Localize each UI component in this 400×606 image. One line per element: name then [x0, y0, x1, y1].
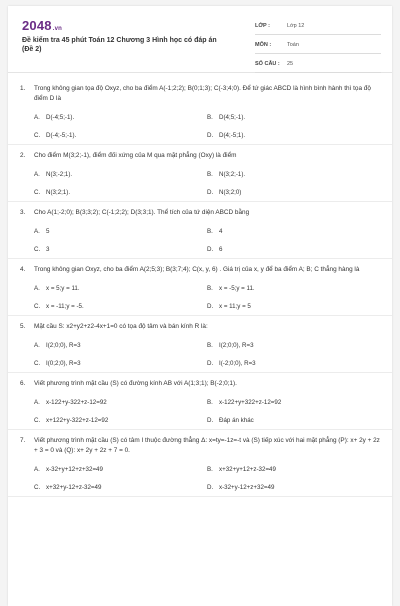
meta-label: MÔN : — [255, 42, 272, 48]
question-text: Trong không gian tọa độ Oxyz, cho ba điểm A(-1;2;2); B(0;1;3); C(-3;4;0). Để tứ giác ABCD là hình bình hành thì tọa độ điểm D là — [34, 85, 371, 102]
option-text: 3 — [46, 245, 50, 253]
option-letter: C. — [34, 188, 41, 196]
option-c[interactable] — [34, 478, 207, 496]
option-a[interactable] — [34, 165, 207, 183]
option-letter: D. — [207, 416, 214, 424]
meta-row-class — [255, 18, 381, 35]
option-letter: C. — [34, 245, 41, 253]
option-text: D(-4;-5;-1). — [46, 131, 77, 139]
question-3 — [8, 202, 392, 259]
logo-main-text: 2048 — [22, 18, 52, 33]
question-number: 6. — [20, 380, 26, 387]
option-letter: A. — [34, 227, 40, 235]
option-b[interactable] — [207, 108, 380, 126]
option-text: I(-2;0;0), R=3 — [219, 359, 256, 367]
option-letter: B. — [207, 170, 213, 178]
exam-title-line-2: (Đề 2) — [22, 46, 42, 53]
logo-sub-text: .vn — [52, 26, 63, 32]
option-letter: B. — [207, 398, 213, 406]
question-number: 7. — [20, 437, 26, 444]
site-logo[interactable] — [22, 18, 62, 33]
option-letter: D. — [207, 245, 214, 253]
option-text: D(4;-5;1). — [219, 131, 246, 139]
exam-page — [8, 6, 392, 606]
option-b[interactable] — [207, 460, 380, 478]
answer-options — [20, 279, 380, 315]
option-text: I(0;2;0), R=3 — [46, 359, 81, 367]
option-letter: B. — [207, 227, 213, 235]
option-c[interactable] — [34, 354, 207, 372]
meta-value: 25 — [287, 61, 294, 67]
answer-options — [20, 108, 380, 144]
option-b[interactable] — [207, 165, 380, 183]
option-text: x = -5;y = 11. — [219, 284, 255, 292]
question-text: Cho điểm M(3;2;-1), điểm đối xứng của M qua mặt phẳng (Oxy) là điểm — [34, 152, 237, 159]
answer-options — [20, 336, 380, 372]
option-a[interactable] — [34, 222, 207, 240]
answer-options — [20, 460, 380, 496]
option-letter: A. — [34, 398, 40, 406]
question-7 — [8, 430, 392, 497]
option-c[interactable] — [34, 240, 207, 258]
option-text: D(-4;5;-1). — [46, 113, 75, 121]
question-6 — [8, 373, 392, 430]
question-number: 3. — [20, 209, 26, 216]
option-letter: D. — [207, 131, 214, 139]
option-letter: A. — [34, 341, 40, 349]
meta-row-count — [255, 56, 381, 73]
exam-meta — [255, 18, 381, 75]
option-text: x-122+y+322+z-12=92 — [219, 398, 282, 406]
option-letter: B. — [207, 284, 213, 292]
option-d[interactable] — [207, 411, 380, 429]
option-letter: A. — [34, 465, 40, 473]
option-c[interactable] — [34, 411, 207, 429]
option-text: x-32+y+12+z+32=49 — [46, 465, 103, 473]
question-number: 5. — [20, 323, 26, 330]
option-b[interactable] — [207, 336, 380, 354]
answer-options — [20, 222, 380, 258]
option-c[interactable] — [34, 126, 207, 144]
option-letter: C. — [34, 416, 41, 424]
option-d[interactable] — [207, 240, 380, 258]
option-letter: D. — [207, 188, 214, 196]
option-letter: C. — [34, 483, 41, 491]
option-text: x+122+y-322+z-12=92 — [46, 416, 109, 424]
option-d[interactable] — [207, 354, 380, 372]
option-text: 5 — [46, 227, 50, 235]
question-text: Viết phương trình mặt cầu (S) có đường kính AB với A(1;3;1); B(-2;0;1). — [34, 380, 237, 387]
question-2 — [8, 145, 392, 202]
question-text: Viết phương trình mặt cầu (S) có tâm I thuộc đường thẳng Δ: x=ty=-1z=-t và (S) tiếp xúc với hai mặt phẳng (P): x+ 2y + 2z + 3 = 0 và (Q): x+ 2y + 2z + 7 = 0. — [34, 437, 380, 454]
option-text: x+32+y+12+z-32=49 — [219, 465, 276, 473]
option-text: x = -11;y = -5. — [46, 302, 84, 310]
option-b[interactable] — [207, 393, 380, 411]
answer-options — [20, 165, 380, 201]
option-letter: B. — [207, 341, 213, 349]
option-a[interactable] — [34, 393, 207, 411]
option-letter: A. — [34, 284, 40, 292]
question-text: Trong không gian Oxyz, cho ba điểm A(2;5;3); B(3;7;4); C(x, y, 6) . Giá trị của x, y để ba điểm A; B; C thẳng hàng là — [34, 266, 360, 273]
option-text: I(2;0;0), R=3 — [219, 341, 254, 349]
option-text: x-122+y-322+z-12=92 — [46, 398, 107, 406]
question-text: Cho A(1;-2;0); B(3;3;2); C(-1;2;2); D(3;3;1). Thể tích của tứ diện ABCD bằng — [34, 209, 250, 216]
option-d[interactable] — [207, 183, 380, 201]
option-text: N(3;2;-1). — [219, 170, 246, 178]
option-text: D(4;5;-1). — [219, 113, 246, 121]
question-5 — [8, 316, 392, 373]
answer-options — [20, 393, 380, 429]
option-letter: D. — [207, 302, 214, 310]
option-text: x-32+y-12+z+32=49 — [219, 483, 275, 491]
option-d[interactable] — [207, 126, 380, 144]
question-list — [8, 78, 392, 497]
option-text: I(2;0;0), R=3 — [46, 341, 81, 349]
option-letter: A. — [34, 113, 40, 121]
meta-value: Lớp 12 — [287, 23, 305, 29]
option-text: Đáp án khác — [219, 416, 254, 424]
option-letter: B. — [207, 113, 213, 121]
option-a[interactable] — [34, 108, 207, 126]
meta-value: Toán — [287, 42, 299, 48]
question-text: Mặt cầu S: x2+y2+z2-4x+1=0 có tọa độ tâm và bán kính R là: — [34, 323, 208, 330]
option-text: 4 — [219, 227, 223, 235]
question-1 — [8, 78, 392, 145]
option-text: x = 11;y = 5 — [219, 302, 251, 310]
option-text: 6 — [219, 245, 223, 253]
option-a[interactable] — [34, 336, 207, 354]
question-number: 1. — [20, 85, 26, 92]
question-number: 4. — [20, 266, 26, 273]
question-number: 2. — [20, 152, 26, 159]
option-b[interactable] — [207, 279, 380, 297]
option-c[interactable] — [34, 183, 207, 201]
option-letter: B. — [207, 465, 213, 473]
option-letter: A. — [34, 170, 40, 178]
option-text: N(3;2;0) — [219, 188, 242, 196]
option-letter: C. — [34, 359, 41, 367]
option-text: x+32+y-12+z-32=49 — [46, 483, 102, 491]
option-letter: C. — [34, 131, 41, 139]
option-b[interactable] — [207, 222, 380, 240]
meta-label: LỚP : — [255, 23, 270, 29]
exam-header — [8, 6, 392, 73]
meta-row-subject — [255, 37, 381, 54]
option-a[interactable] — [34, 279, 207, 297]
option-c[interactable] — [34, 297, 207, 315]
option-text: N(3;-2;1). — [46, 170, 73, 178]
meta-label: SỐ CÂU : — [255, 61, 280, 67]
option-text: x = 5;y = 11. — [46, 284, 80, 292]
option-d[interactable] — [207, 478, 380, 496]
option-letter: D. — [207, 359, 214, 367]
exam-title-line-1: Đề kiểm tra 45 phút Toán 12 Chương 3 Hình học có đáp án — [22, 37, 217, 44]
option-letter: D. — [207, 483, 214, 491]
option-d[interactable] — [207, 297, 380, 315]
option-a[interactable] — [34, 460, 207, 478]
option-text: N(3;2;1). — [46, 188, 71, 196]
exam-title — [22, 36, 237, 54]
question-4 — [8, 259, 392, 316]
option-letter: C. — [34, 302, 41, 310]
